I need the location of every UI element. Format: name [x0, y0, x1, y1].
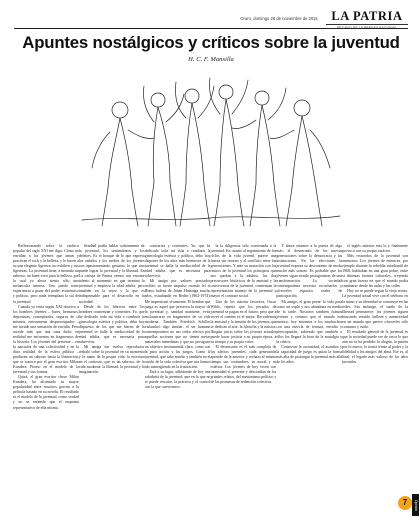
body-paragraph: Hoy no se puede seguir la vieja receta. La juventud actual vive con el teléfono en la mano y su identidad se construye en las redes. Sin embargo, el sueño de la libertad permanece: los jóvenes siguen buscando sentido, belleza y autenticidad en un mundo que parece ofrecerles sólo consumo y ruido.: [342, 289, 408, 329]
body-paragraph: Uno de los autores favoritos, Oscar Wilde, repetía que los pecados de juventud se pagan en el futuro; pero que a veces el camino es el mejor. Recordemos la amistad y la tensión de los jóvenes que se dedican al arte, la filosofía y la música. Ningún juicio sobre los jóvenes actuales puede hacer justicia a su propia época, a su tiempo y su propio valor.: [210, 299, 277, 344]
body-paragraph: Mi amiga me vuelvo reproductor resbaló sobre la juventud en su momento y la mano de la propia vida, la escritura en el contexto, que es un sabroso, de la vida moderna: la libertad, la juventud y la imaginación.: [78, 344, 145, 375]
text-column: [276, 244, 342, 502]
connecting-line: [82, 216, 340, 220]
figure-right: [270, 100, 330, 226]
article-body: [13, 244, 408, 502]
section-tab: Opinión: [412, 494, 419, 516]
body-paragraph: Desde de los febreros entre los hombres comienzan y corrientes. Yo, que he dedicado toda mi vida a combatir la ginecología estética y política, debo hoy dispuesto de los que me hieren de la juventud se halla la mediocridad de la edad adulta, que es necesaria para sobrevivir.: [78, 304, 145, 344]
body-paragraph: Cuando yo tenía según XXI observo a los hombres jóvenes – bares, bermosos, deportistas, conceptuales, seguros de sí mismos, enteramente despreocupados – me invade una sensación de envidia. Pero sucede más que una sana duda: en realidad me encuentro en fragmentos de la historia. Los jóvenes del presente – en la narrativa de una colectividad y en la dura realidad de la esfera pública – producen un sabroso hasta la ilustración, que se conoce por el gran escritor Milan Kundera. Pienso en el modelo de la juventud y sus formas.: [13, 304, 79, 375]
body-paragraph: el inglés anterior esta lo y finalmente provoca con su propio carácter.: [342, 244, 408, 254]
body-paragraph: Conservar la curiosidad, el asombro y la capacidad de juego es quizá la forma más alta de prolongar la juventud más allá de los años.: [276, 344, 343, 365]
body-paragraph: Mi amigo, el gran poeta: la vida pasa como un soplo y nos abandona en medio de la tarde. Nosotros también fuimos jóvenes y creímos que el mundo era nuestro; hoy miramos a los muchachos con una mezcla de ternura, envidia y preocupación, sabiendo que también a ellos les llegará la hora de la nostalgia y la crítica.: [276, 299, 343, 344]
body-paragraph: El desencanto es el más complejo de los afectos juveniles: cada generación aprende de la anterior y rechaza al mismo tiempo sus costumbres, su moral y su estética. Los jóvenes de hoy viven con intensidad el presente y desconfían de los grandes relatos, del mesianismo político y de las promesas de redención colectiva.: [210, 344, 277, 385]
body-paragraph: Reflexionando sobre la estética popular del siglo XXI me digo: Cómo no envidiar a los jóvenes que aman y practican el rock y la belleza, y le hacen a su una elegante ligereza, no exhiben y sus ligerezas. La juventud tiene, a menudo un sabroso, un buen vivir para la belleza, por la cual yo ahora siento sólo una melancolía intensa. Uno puede tener experiencia a gozar del poder, económico y político, pero nada reemplaza la sal de la juventud.: [13, 244, 79, 304]
text-column: [13, 244, 79, 502]
figure-left: [92, 102, 154, 226]
body-paragraph: Más recuerdos de la juventud son amistosos. Los jóvenes de entonces, por ejemplo durante la rebeldía estudiantil de 1968, habitaban en una gran pobre, entre sí distintas fuentes culturales, creyendo con gran fuerza en que el mundo podía cambiarse desde las aulas y las calles.: [342, 254, 408, 289]
page-number: 7: [398, 496, 412, 510]
body-paragraph: Sendhal podía hablar sobriamente de la juventud, los sentimientos y los deleites. Es el bosque de lo que expresa los anhelos y los sueños de los jóvenes con apasionamiento genuino, lo que uno puede lograr la juventud y la libertad. En La cartuja de Parma vemos con enorme talento al momento en que termina la juventud y empieza la edad adulta, pero también en la vejez y lo que es indispensable para el desarrollo en la sociedad.: [78, 244, 145, 304]
masthead-rule: [14, 28, 408, 29]
body-paragraph: Quizá, el gran escritor checo Milan Kundera, ha alcanzado su mayor popularidad entre nosotros gracias a la película basada en su novela. El resultado es el modelo de la juventud, como verdad y no se entiende que el esquema representativo de ella misma.: [13, 375, 79, 410]
text-column: [145, 244, 211, 502]
text-column: [79, 244, 145, 502]
page-badge: [398, 494, 420, 518]
body-paragraph: Y ahora estamos a la puerta de algo más: el desencanto de las nuevas generaciones sobre la democracia y las instituciones. En las elecciones la juventud expresa su descontento de modo mucho más sonoro. Es probable que los jóvenes sigan siendo protagonistas de una transformación. La sociedad contemporánea necesita escucharlos y ofrecerles espacios reales de participación.: [276, 244, 343, 299]
logo-name: LA PATRIA: [331, 9, 403, 23]
dateline: Oruro, domingo 28 de noviembre de 2021: [240, 16, 318, 21]
figure-4: [209, 78, 248, 226]
body-paragraph: El resultado general de la juventud es que la sociedad puede ver de cerca lo que aún no se ha perdido: la alegría, la pasión por lo nuevo, la ironía frente al poder y la fidelidad a los amigos del alma. Ese es, al final, el legado más valioso de los años juveniles.: [342, 329, 408, 365]
newspaper-logo: [326, 10, 408, 30]
body-paragraph: contrarios y corrientes. Yo, que he dedicado toda mi vida a combatir la ginecología estética y política, debo hoy disponer de los años más hermosos de la juventud se halla la mediocridad de la edad adulta, que es necesaria para sobrevivir.: [144, 244, 211, 279]
text-column: [342, 244, 408, 502]
article-byline: H. C. F. Mansilla: [188, 56, 234, 63]
figure-5: [232, 88, 286, 226]
group-line-illustration: [80, 70, 342, 228]
figure-2: [143, 86, 184, 226]
logo-tagline: DECANO DE LA PRENSA NACIONAL: [326, 24, 408, 30]
body-paragraph: Mi amiga por valores preciados recibió su fuerte impulso cuando leí el Homo ludens de Johan Huizinga mucho años, estudiando en Berlín (1962-1974). Me impresionó vivamente. El hombre que juega es aquel que preserva la mayor de la juventud y, sanidad mantiene, evita enclaustrarse en fragmentos de su vida moderna. También Friedrich Schiller vislumbró algo similar: el ser humano contemporáneo no sus todos afectos por aquellas acciones que no tienen metas materiales inmediatas y que no persiguen un objetivo instrumental claro, como son la pura acción y los juegos. Como la juventud, que sabe mucho y también no el cariño de la vida colectiva que nos hemos ido sumergiendo en la frustración.: [144, 279, 211, 370]
body-paragraph: Está a su lugar, adhiriendo de hoy una sabiduría de la juventud, que en lo que no se puede rescatar, la práctica y el control con la que convivimos.: [144, 370, 211, 390]
body-paragraph: la la diligencia sólo ocasionada a la juventud. En cuanto al seguimiento de los ciclos de la vida juvenil, parece una fuerza sin retorno y el conflicto entre las generaciones. Y ante su mutación con los rastros de la juventud los principios que nos quedan a la adultez, los dos precursores históricos de la amistad y la convivencia de la juventud, comienzan la representación manejo de la juventud y mayor el contrato social.: [210, 244, 277, 299]
text-column: [210, 244, 276, 502]
article-headline: Apuntes nostálgicos y críticos sobre la juventud: [22, 33, 400, 52]
